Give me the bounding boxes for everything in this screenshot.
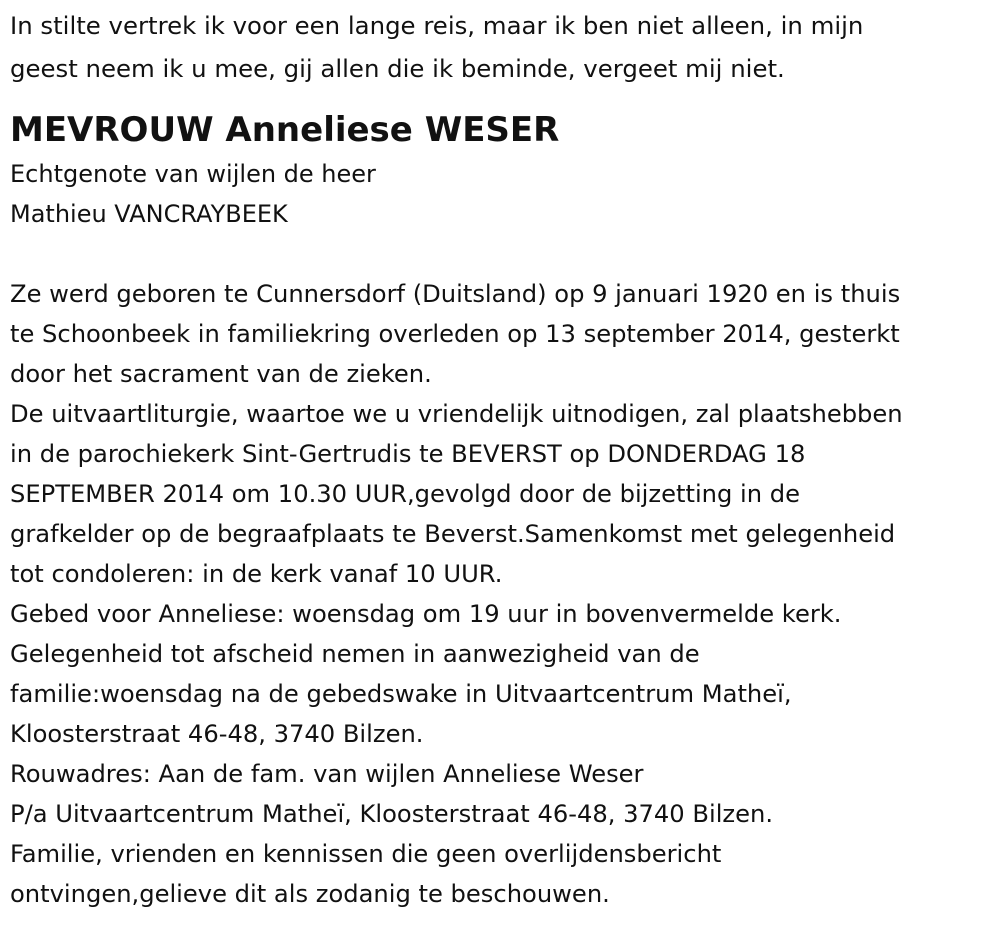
body-line: tot condoleren: in de kerk vanaf 10 UUR. xyxy=(10,560,503,588)
body-line: Kloosterstraat 46-48, 3740 Bilzen. xyxy=(10,720,424,748)
body-line: P/a Uitvaartcentrum Matheï, Kloosterstraat 46-48, 3740 Bilzen. xyxy=(10,800,774,828)
intro-line: geest neem ik u mee, gij allen die ik beminde, vergeet mij niet. xyxy=(10,54,785,83)
body-line: Familie, vrienden en kennissen die geen overlijdensbericht xyxy=(10,840,722,868)
body-line: ontvingen,gelieve dit als zodanig te beschouwen. xyxy=(10,880,610,908)
body-line: Gebed voor Anneliese: woensdag om 19 uur in bovenvermelde kerk. xyxy=(10,600,842,628)
body-line: door het sacrament van de zieken. xyxy=(10,360,432,388)
body-line: SEPTEMBER 2014 om 10.30 UUR,gevolgd door de bijzetting in de xyxy=(10,480,801,508)
body-line: familie:woensdag na de gebedswake in Uitvaartcentrum Matheï, xyxy=(10,680,792,708)
body-line: grafkelder op de begraafplaats te Beverst.Samenkomst met gelegenheid xyxy=(10,520,896,548)
body-line: te Schoonbeek in familiekring overleden op 13 september 2014, gesterkt xyxy=(10,320,900,348)
body-line: De uitvaartliturgie, waartoe we u vriendelijk uitnodigen, zal plaatshebben xyxy=(10,400,903,428)
intro-verse xyxy=(10,4,1000,90)
body-line: Rouwadres: Aan de fam. van wijlen Anneliese Weser xyxy=(10,760,644,788)
body-line: in de parochiekerk Sint-Gertrudis te BEVERST op DONDERDAG 18 xyxy=(10,440,806,468)
deceased-name: MEVROUW Anneliese WESER xyxy=(10,110,560,150)
body-line: Gelegenheid tot afscheid nemen in aanwezigheid van de xyxy=(10,640,700,668)
body-line: Ze werd geboren te Cunnersdorf (Duitsland) op 9 januari 1920 en is thuis xyxy=(10,280,901,308)
spouse-info xyxy=(10,154,1000,234)
intro-line: In stilte vertrek ik voor een lange reis, maar ik ben niet alleen, in mijn xyxy=(10,11,864,40)
spouse-line: Echtgenote van wijlen de heer xyxy=(10,160,376,188)
obituary-body xyxy=(10,274,1000,914)
spouse-line: Mathieu VANCRAYBEEK xyxy=(10,200,288,228)
